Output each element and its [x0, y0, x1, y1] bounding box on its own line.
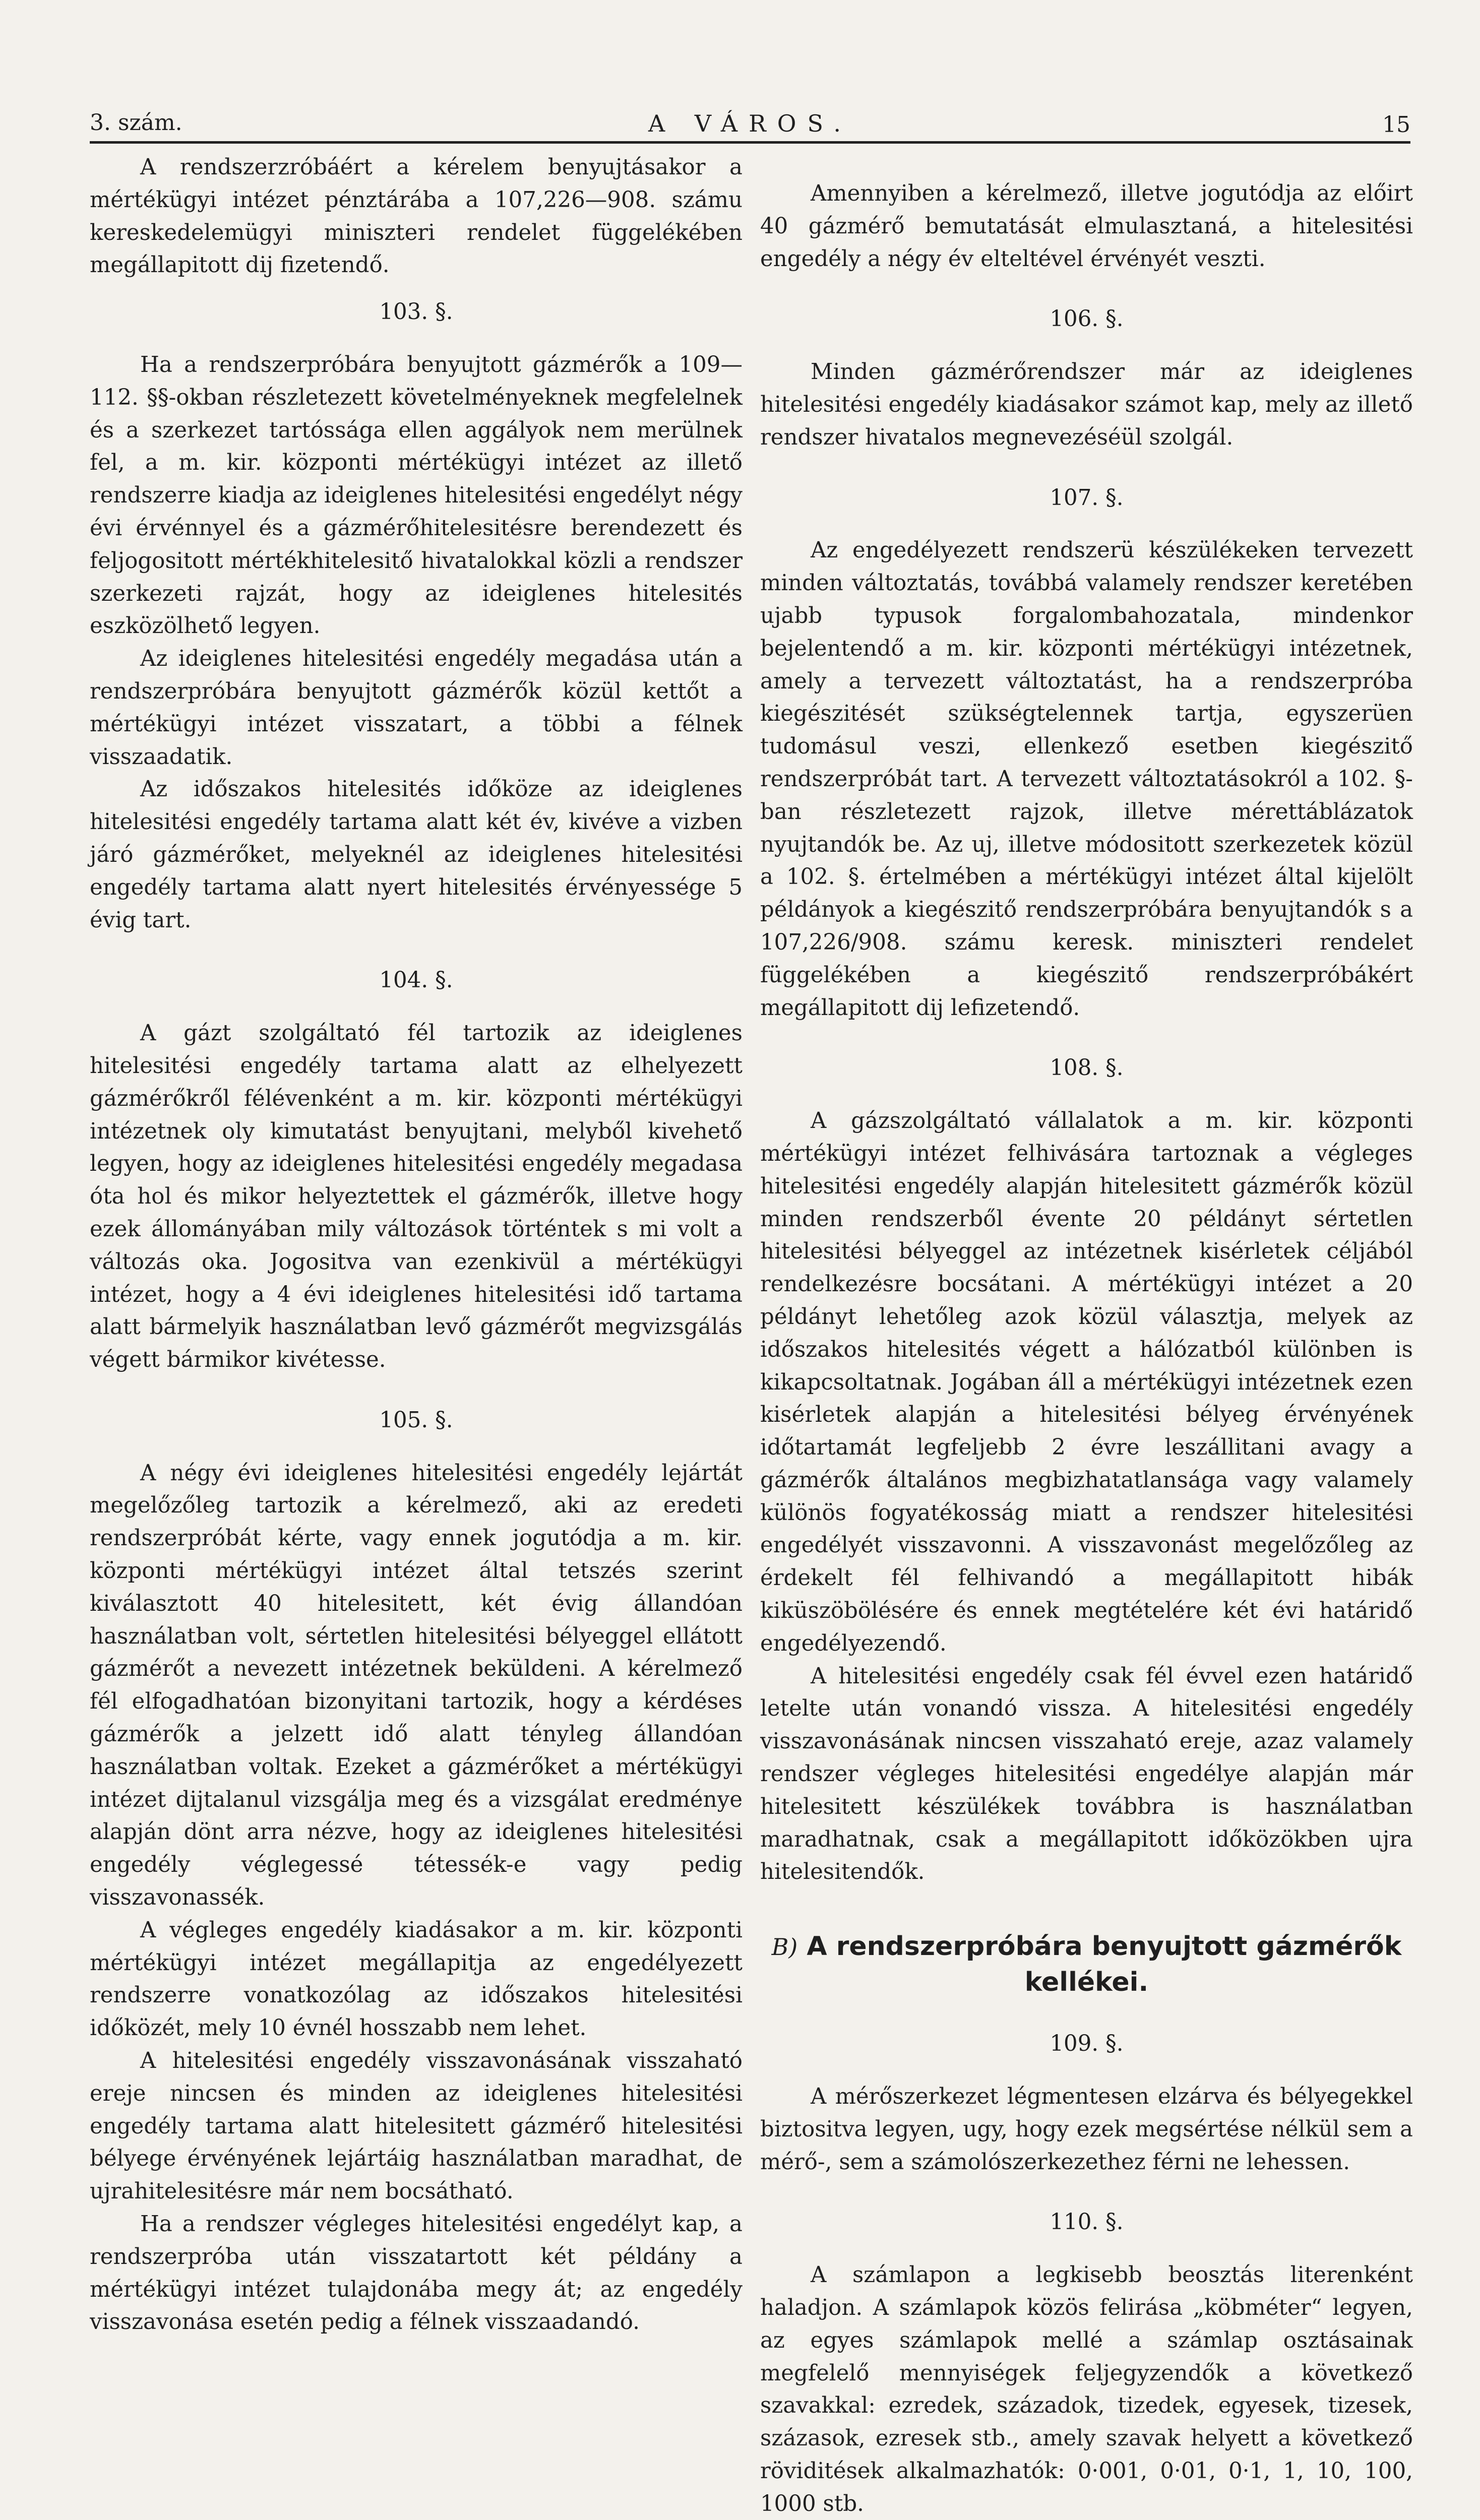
paragraph: A gázszolgáltató vállalatok a m. kir. központi mértékügyi intézet felhivására tartoznak a végleges hitelesitési engedély alapján hitelesitett gázmérők közül minden rendszerből évente 20 példányt sértetlen hitelesitési bélyeggel az intézetnek kisérletek céljából rendelkezésre bocsátani. A mértékügyi intézet a 20 példányt lehetőleg azok közül választja, melyek az időszakos hitelesités végett a hálózatból különben is kikapcsoltatnak. Jogában áll a mértékügyi intézetnek ezen kisérletek alapján a hitelesitési bélyeg érvényének időtartamát legfeljebb 2 évre leszállitani avagy a gázmérők általános megbizhatatlansága vagy valamely különös fogyatékosság miatt a rendszer hitelesitési engedélyét visszavonni. A visszavonást megelőzőleg az érdekelt fél felhivandó a megállapitott hibák kiküszöbölésére és ennek megtételére két évi határidő engedélyezendő.: [760, 1108, 1413, 1656]
page-number: 15: [1382, 112, 1410, 138]
section-heading-103: 103. §.: [379, 299, 453, 325]
paragraph: A mérőszerkezet légmentesen elzárva és bélyegekkel biztositva legyen, ugy, hogy ezek megsértése nélkül sem a mérő-, sem a számolószerkezethez férni ne lehessen.: [760, 2084, 1413, 2175]
left-column: [90, 151, 743, 2339]
paragraph: Az időszakos hitelesités időköze az ideiglenes hitelesitési engedély tartama alatt két év, kivéve a vizben járó gázmérőket, melyeknél az ideiglenes hitelesitési engedély tartama alatt nyert hitelesités érvényessége 5 évig tart.: [90, 777, 743, 933]
paragraph: A négy évi ideiglenes hitelesitési engedély lejártát megelőzőleg tartozik a kérelmező, aki az eredeti rendszerpróbát kérte, vagy ennek jogutódja a m. kir. központi mértékügyi intézet által tetszés szerint kiválasztott 40 hitelesitett, két évig állandóan használatban volt, sértetlen hitelesitési bélyeggel ellátott gázmérőt a nevezett intézetnek beküldeni. A kérelmező fél elfogadhatóan bizonyitani tartozik, hogy a kérdéses gázmérők a jelzett idő alatt tényleg állandóan használatban voltak. Ezeket a gázmérőket a mértékügyi intézet dijtalanul vizsgálja meg és a vizsgálat eredménye alapján dönt arra nézve, hogy az ideiglenes hitelesitési engedély véglegessé tétessék-e vagy pedig visszavonassék.: [90, 1460, 743, 1911]
subsection-title: A rendszerpróbára benyujtott gázmérők kellékei.: [807, 1931, 1402, 1998]
subsection-letter: B): [771, 1933, 798, 1961]
section-heading-109: 109. §.: [1050, 2031, 1124, 2057]
paragraph: A rendszerzróbáért a kérelem benyujtásakor a mértékügyi intézet pénztárába a 107,226—908. számu kereskedelemügyi miniszteri rendelet függelékében megállapitott dij fizetendő.: [90, 155, 743, 278]
section-heading-104: 104. §.: [379, 968, 453, 993]
paragraph: Ha a rendszerpróbára benyujtott gázmérők a 109—112. §§-okban részletezett követelményeknek megfelelnek és a szerkezet tartóssága ellen aggályok nem merülnek fel, a m. kir. központi mértékügyi intézet az illető rendszerre kiadja az ideiglenes hitelesitési engedélyt négy évi érvénnyel és a gázmérőhitelesitésre berendezett és feljogositott mértékhitelesitő hivatalokkal közli a rendszer szerkezeti rajzát, hogy az ideiglenes hitelesités eszközölhető legyen.: [90, 352, 743, 639]
right-column: [760, 151, 1413, 2520]
paragraph: Amennyiben a kérelmező, illetve jogutódja az előirt 40 gázmérő bemutatását elmulasztaná, a hitelesitési engedély a négy év elteltével érvényét veszti.: [760, 181, 1413, 272]
paragraph: Ha a rendszer végleges hitelesitési engedélyt kap, a rendszerpróba után visszatartott két példány a mértékügyi intézet tulajdonába megy át; az engedély visszavonása esetén pedig a félnek visszaadandó.: [90, 2212, 743, 2335]
subsection-heading: [760, 1929, 1413, 2000]
section-heading-106: 106. §.: [1050, 306, 1124, 332]
paragraph: A számlapon a legkisebb beosztás literenként haladjon. A számlapok közös felirása „köbméter“ legyen, az egyes számlapok mellé a számlap osztásainak megfelelő mennyiségek feljegyzendők a következő szavakkal: ezredek, századok, tizedek, egyesek, tizesek, százasok, ezresek stb., amely szavak helyett a következő röviditések alkalmazhatók: 0·001, 0·01, 0·1, 1, 10, 100, 1000 stb.: [760, 2262, 1413, 2516]
issue-number: 3. szám.: [90, 110, 182, 136]
paragraph: Az engedélyezett rendszerü készülékeken tervezett minden változtatás, továbbá valamely rendszer keretében ujabb typusok forgalombahozatala, mindenkor bejelentendő a m. kir. központi mértékügyi intézetnek, amely a tervezett változtatást, ha a rendszerpróba kiegészitését szükségtelennek tartja, egyszerüen tudomásul veszi, ellenkező esetben kiegészitő rendszerpróbát tart. A tervezett változtatásokról a 102. §-ban részletezett rajzok, illetve mérettáblázatok nyujtandók be. Az uj, illetve módositott szerkezetek közül a 102. §. értelmében a mértékügyi intézet által kijelölt példányok a kiegészitő rendszerpróbára benyujtandók s a 107,226/908. számu keresk. miniszteri rendelet függelékében a kiegészitő rendszerpróbákért megállapitott dij lefizetendő.: [760, 538, 1413, 1021]
section-heading-105: 105. §.: [379, 1407, 453, 1433]
paragraph: A hitelesitési engedély visszavonásának visszaható ereje nincsen és minden az ideiglenes hitelesitési engedély tartama alatt hitelesitett gázmérő hitelesitési bélyege érvényének lejártáig használatban maradhat, de ujrahitelesitésre már nem bocsátható.: [90, 2048, 743, 2204]
paragraph: A gázt szolgáltató fél tartozik az ideiglenes hitelesitési engedély tartama alatt az elhelyezett gázmérőkről félévenként a m. kir. központi mértékügyi intézetnek oly kimutatást benyujtani, melyből kivehető legyen, hogy az ideiglenes hitelesitési engedély megadasa óta hol és mikor helyeztettek el gázmérők, illetve hogy ezek állományában mily változások történtek s mi volt a változás oka. Jogositva van ezenkivül a mértékügyi intézet, hogy a 4 évi ideiglenes hitelesitési idő tartama alatt bármelyik használatban levő gázmérőt megvizsgálás végett bármikor kivétesse.: [90, 1021, 743, 1373]
section-heading-107: 107. §.: [1050, 485, 1124, 511]
section-heading-108: 108. §.: [1050, 1055, 1124, 1081]
section-heading-110: 110. §.: [1050, 2210, 1124, 2235]
page-header: [90, 106, 1410, 144]
paragraph: A hitelesitési engedély csak fél évvel ezen határidő letelte után vonandó vissza. A hitelesitési engedély visszavonásának nincsen visszaható ereje, azaz valamely rendszer végleges hitelesitési engedélye alapján már hitelesitett készülékek továbbra is használatban maradhatnak, csak a megállapitott időközökben ujra hitelesitendők.: [760, 1663, 1413, 1885]
paragraph: Minden gázmérőrendszer már az ideiglenes hitelesitési engedély kiadásakor számot kap, mely az illető rendszer hivatalos megnevezéséül szolgál.: [760, 359, 1413, 450]
paragraph: Az ideiglenes hitelesitési engedély megadása után a rendszerpróbára benyujtott gázmérők közül kettőt a mértékügyi intézet visszatart, a többi a félnek visszaadatik.: [90, 646, 743, 770]
paragraph: A végleges engedély kiadásakor a m. kir. központi mértékügyi intézet megállapitja az engedélyezett rendszerre vonatkozólag az időszakos hitelesitési időközét, mely 10 évnél hosszabb nem lehet.: [90, 1917, 743, 2041]
journal-title: A VÁROS.: [648, 110, 852, 137]
